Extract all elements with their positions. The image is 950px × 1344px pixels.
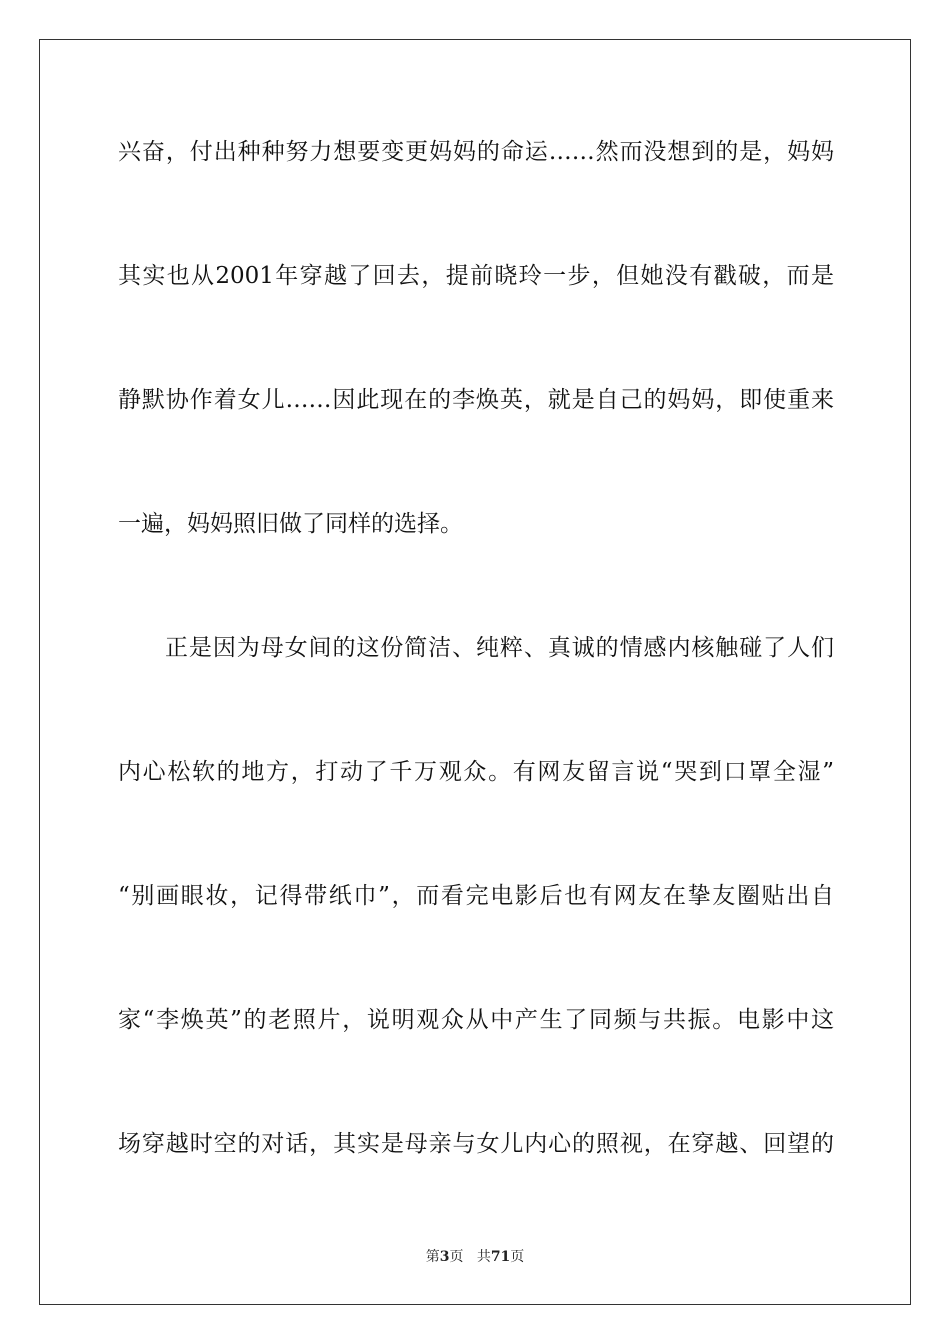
text-line-9: 场穿越时空的对话，其实是母亲与女儿内心的照视，在穿越、回望的: [118, 1131, 834, 1157]
page-number: 3: [439, 1249, 450, 1265]
text-line-3: 静默协作着女儿……因此现在的李焕英，就是自己的妈妈，即使重来: [118, 387, 834, 413]
text-line-2: 其实也从2001年穿越了回去，提前晓玲一步，但她没有戳破，而是: [118, 263, 834, 289]
text-line-6: 内心松软的地方，打动了千万观众。有网友留言说“哭到口罩全湿”: [118, 759, 834, 785]
text-line-8: 家“李焕英”的老照片，说明观众从中产生了同频与共振。电影中这: [118, 1007, 834, 1033]
total-pages: 71: [490, 1249, 511, 1265]
total-suffix: 页: [510, 1249, 525, 1265]
page-footer: [0, 1248, 950, 1266]
text-line-1: 兴奋，付出种种努力想要变更妈妈的命运……然而没想到的是，妈妈: [118, 139, 834, 165]
page-prefix: 第: [425, 1249, 440, 1265]
text-line-5: 正是因为母女间的这份简洁、纯粹、真诚的情感内核触碰了人们: [165, 635, 834, 661]
text-line-7: “别画眼妆，记得带纸巾”，而看完电影后也有网友在挚友圈贴出自: [118, 883, 834, 909]
page-border: [39, 39, 911, 1305]
total-prefix: 共: [476, 1249, 491, 1265]
page-suffix: 页: [449, 1249, 464, 1265]
text-line-4: 一遍，妈妈照旧做了同样的选择。: [118, 511, 463, 537]
